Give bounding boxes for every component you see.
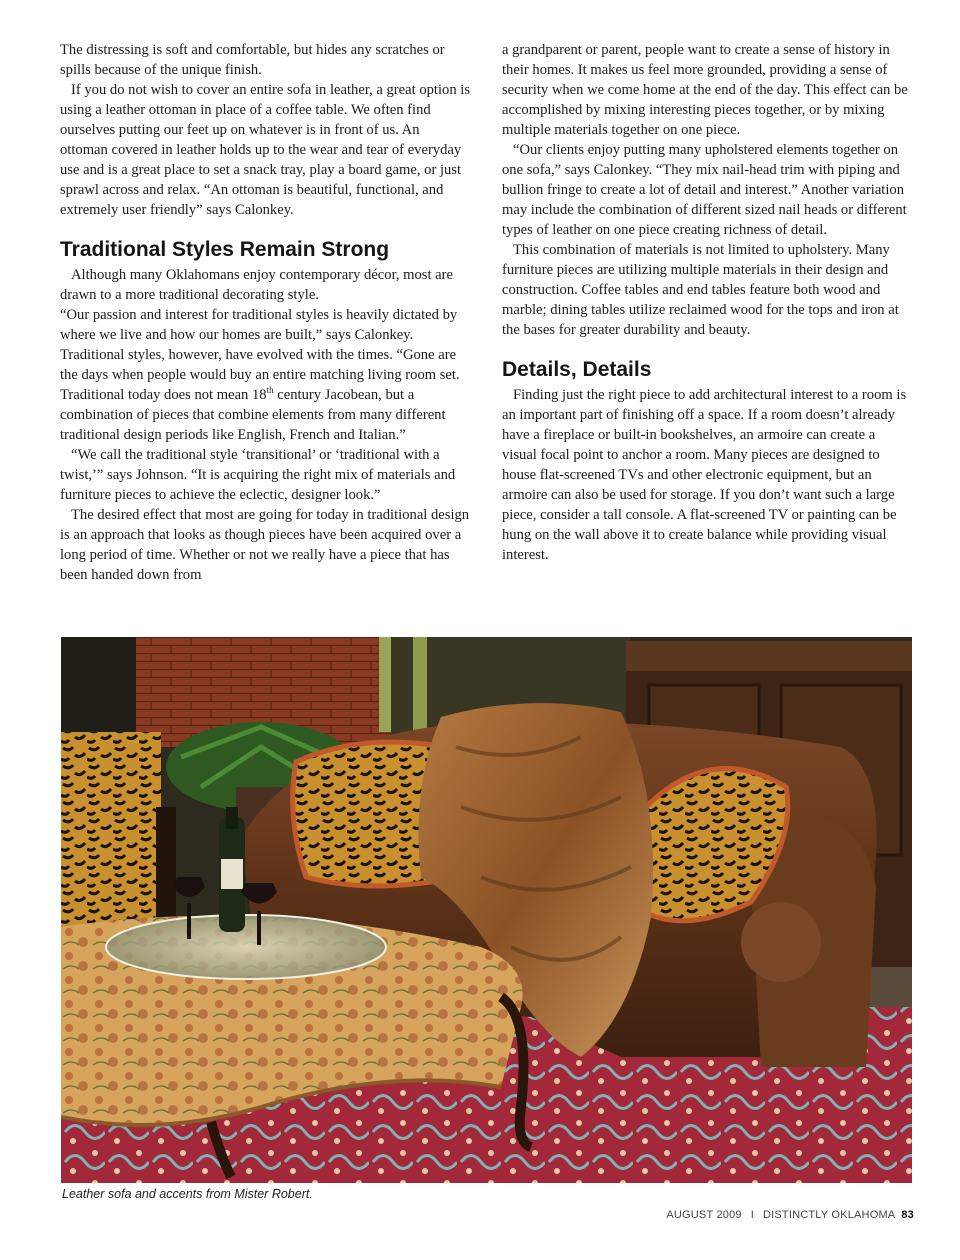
century-number: 18 bbox=[252, 387, 267, 403]
body-paragraph-quote bbox=[60, 305, 470, 445]
paragraph-text: “Our passion and interest for traditional styles is heavily dictated by where we live and how our homes are built,” says Calonkey. Traditional styles, however, have evolved with the times. “Gone are the days when people would buy an entire matching living room set. Traditional today does not mean bbox=[60, 307, 460, 403]
ordinal-suffix: th bbox=[266, 385, 274, 396]
body-paragraph: a grandparent or parent, people want to create a sense of history in their homes. It makes us feel more grounded, providing a sense of security when we come home at the end of the day. This effect can be accomplished by mixing interesting pieces together, or by mixing multiple materials together on one piece. bbox=[502, 42, 908, 138]
page-number: 83 bbox=[901, 1209, 914, 1221]
room-photo bbox=[61, 637, 912, 1183]
left-column bbox=[60, 40, 470, 585]
body-paragraph: “We call the traditional style ‘transitional’ or ‘traditional with a twist,’” says Johnson. “It is acquiring the right mix of materials and furniture pieces to achieve the eclectic, designer look.” bbox=[60, 447, 456, 503]
body-paragraph: Although many Oklahomans enjoy contemporary décor, most are drawn to a more traditional decorating style. bbox=[60, 267, 453, 303]
body-paragraph: The desired effect that most are going for today in traditional design is an approach that looks as though pieces have been acquired over a long period of time. Whether or not we really have a piece that has been handed down from bbox=[60, 507, 470, 583]
body-paragraph: “Our clients enjoy putting many upholstered elements together on one sofa,” says Calonkey. “They mix nail-head trim with piping and bullion fringe to create a lot of detail and interest.” Another variation may include the combination of different sized nail heads or different types of leather on one piece creating richness of detail. bbox=[502, 142, 907, 238]
section-heading-traditional-styles: Traditional Styles Remain Strong bbox=[60, 238, 390, 261]
body-paragraph: The distressing is soft and comfortable, but hides any scratches or spills because of the unique finish. bbox=[60, 42, 445, 78]
footer-separator: I bbox=[750, 1209, 754, 1221]
photo-illustration bbox=[61, 637, 912, 1183]
photo-caption: Leather sofa and accents from Mister Robert. bbox=[62, 1187, 313, 1201]
body-paragraph: Finding just the right piece to add architectural interest to a room is an important part of finishing off a space. If a room doesn’t already have a fireplace or built-in bookshelves, an armoire can create a visual focal point to anchor a room. Many pieces are designed to house flat-screened TVs and other electronic equipment, but an armoire can also be used for storage. If you don’t want such a large piece, consider a tall console. A flat-screened TV or painting can be hung on the wall above it to create balance while providing visual interest. bbox=[502, 387, 907, 563]
body-paragraph: If you do not wish to cover an entire sofa in leather, a great option is using a leather ottoman in place of a coffee table. We often find ourselves putting our feet up on whatever is in front of us. An ottoman covered in leather holds up to the wear and tear of everyday use and is a great place to set a snack tray, play a board game, or just sprawl across and relax. “An ottoman is beautiful, functional, and extremely user friendly” says Calonkey. bbox=[60, 82, 471, 218]
body-paragraph: This combination of materials is not limited to upholstery. Many furniture pieces are utilizing multiple materials in their design and construction. Coffee tables and end tables feature both wood and marble; dining tables utilize reclaimed wood for the tops and iron at the bases for greater durability and beauty. bbox=[502, 242, 899, 338]
right-column bbox=[502, 40, 912, 565]
footer-date: AUGUST 2009 bbox=[666, 1209, 742, 1221]
page-footer bbox=[666, 1209, 914, 1221]
footer-magazine-name: DISTINCTLY OKLAHOMA bbox=[762, 1209, 896, 1221]
section-heading-details: Details, Details bbox=[502, 358, 652, 381]
paragraph-text-tail: century Jacobean, but a combination of pieces that combine elements from many different traditional design periods like English, French and Italian.” bbox=[60, 387, 446, 443]
